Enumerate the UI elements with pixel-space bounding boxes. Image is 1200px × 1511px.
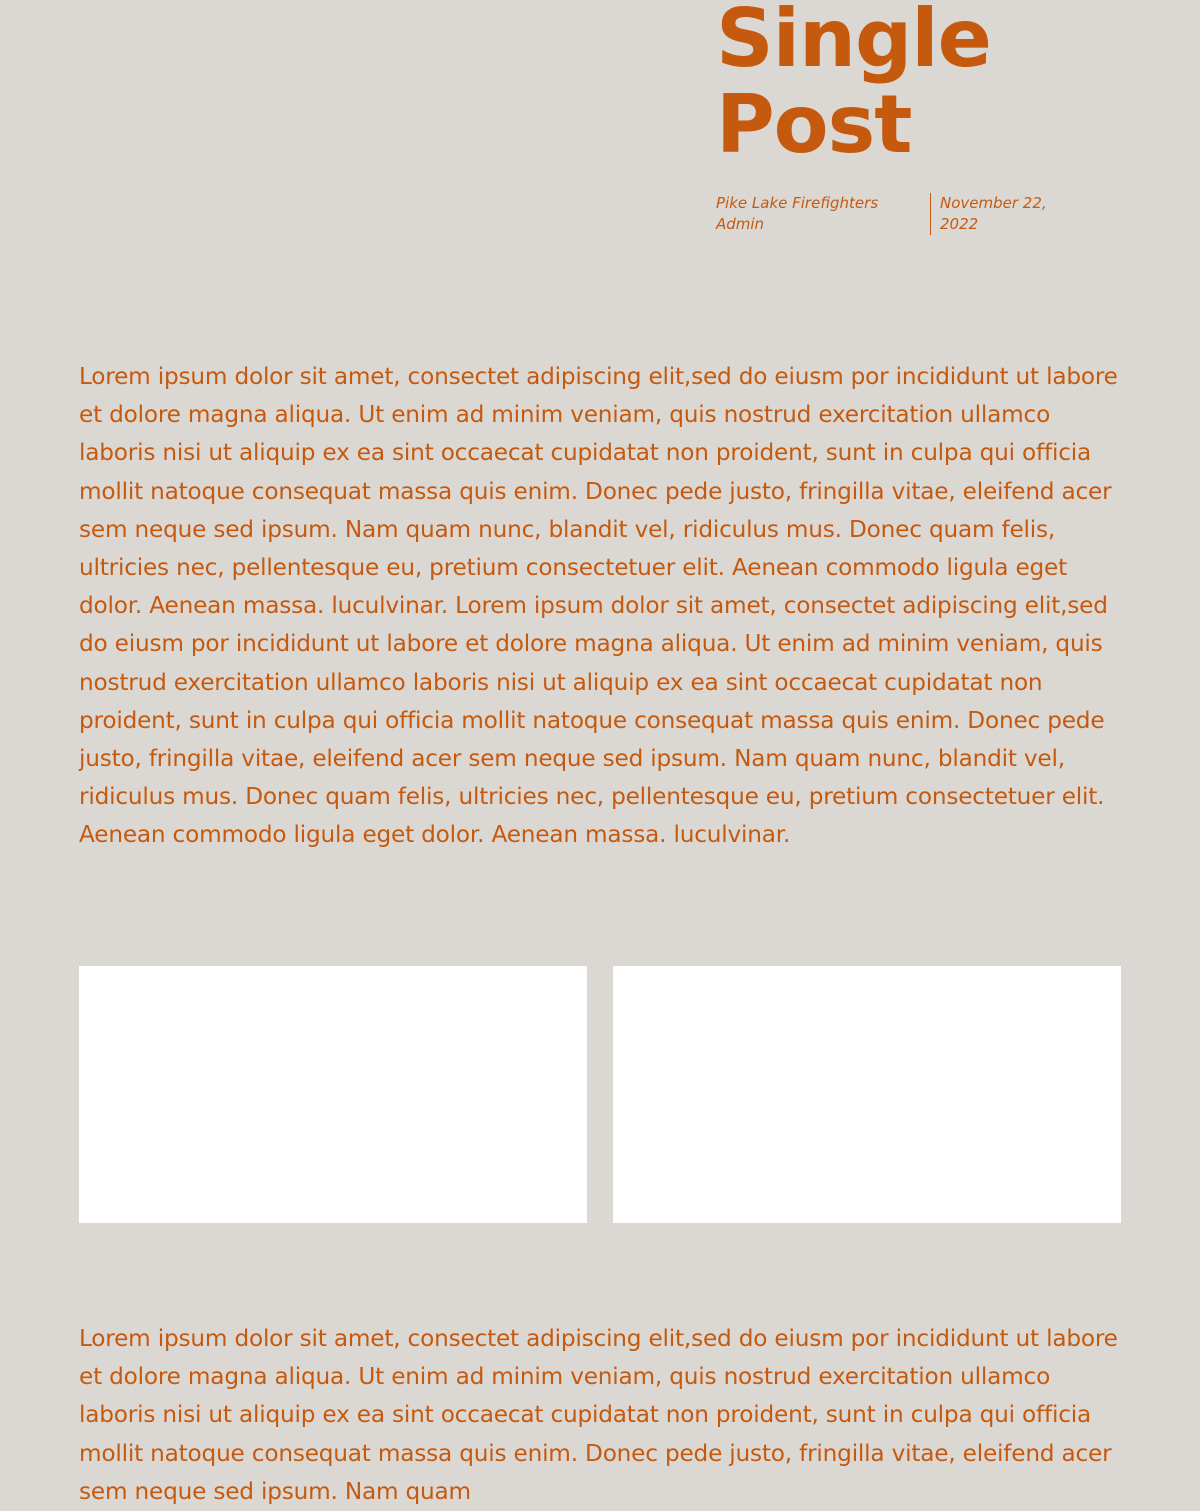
post-title — [716, 0, 991, 171]
post-title-line-1: Single — [716, 0, 991, 85]
post-paragraph-2: Lorem ipsum dolor sit amet, consectet adipiscing elit,sed do eiusm por incididunt ut labore et dolore magna aliqua. Ut enim ad minim veniam, quis nostrud exercitation ullamco laboris nisi ut aliquip ex ea sint occaecat cupidatat non proident, sunt in culpa qui officia mollit natoque consequat massa quis enim. Donec pede justo, fringilla vitae, eleifend acer sem neque sed ipsum. Nam quam — [79, 1325, 1118, 1505]
post-author[interactable]: Pike Lake Firefighters Admin — [716, 194, 879, 233]
post-paragraph-1: Lorem ipsum dolor sit amet, consectet adipiscing elit,sed do eiusm por incididunt ut labore et dolore magna aliqua. Ut enim ad minim veniam, quis nostrud exercitation ullamco laboris nisi ut aliquip ex ea sint occaecat cupidatat non proident, sunt in culpa qui officia mollit natoque consequat massa quis enim. Donec pede justo, fringilla vitae, eleifend acer sem neque sed ipsum. Nam quam nunc, blandit vel, ridiculus mus. Donec quam felis, ultricies nec, pellentesque eu, pretium consectetuer elit. Aenean commodo ligula eget dolor. Aenean massa. luculvinar. Lorem ipsum dolor sit amet, consectet adipiscing elit,sed do eiusm por incididunt ut labore et dolore magna aliqua. Ut enim ad minim veniam, quis nostrud exercitation ullamco laboris nisi ut aliquip ex ea sint occaecat cupidatat non proident, sunt in culpa qui officia mollit natoque consequat massa quis enim. Donec pede justo, fringilla vitae, eleifend acer sem neque sed ipsum. Nam quam nunc, blandit vel, ridiculus mus. Donec quam felis, ultricies nec, pellentesque eu, pretium consectetuer elit. Aenean commodo ligula eget dolor. Aenean massa. luculvinar. — [79, 363, 1118, 849]
post-image-right — [613, 966, 1121, 1223]
post-date: November 22, 2022 — [930, 193, 1080, 235]
post-image-left — [79, 966, 587, 1223]
post-title-line-2: Post — [716, 78, 912, 171]
